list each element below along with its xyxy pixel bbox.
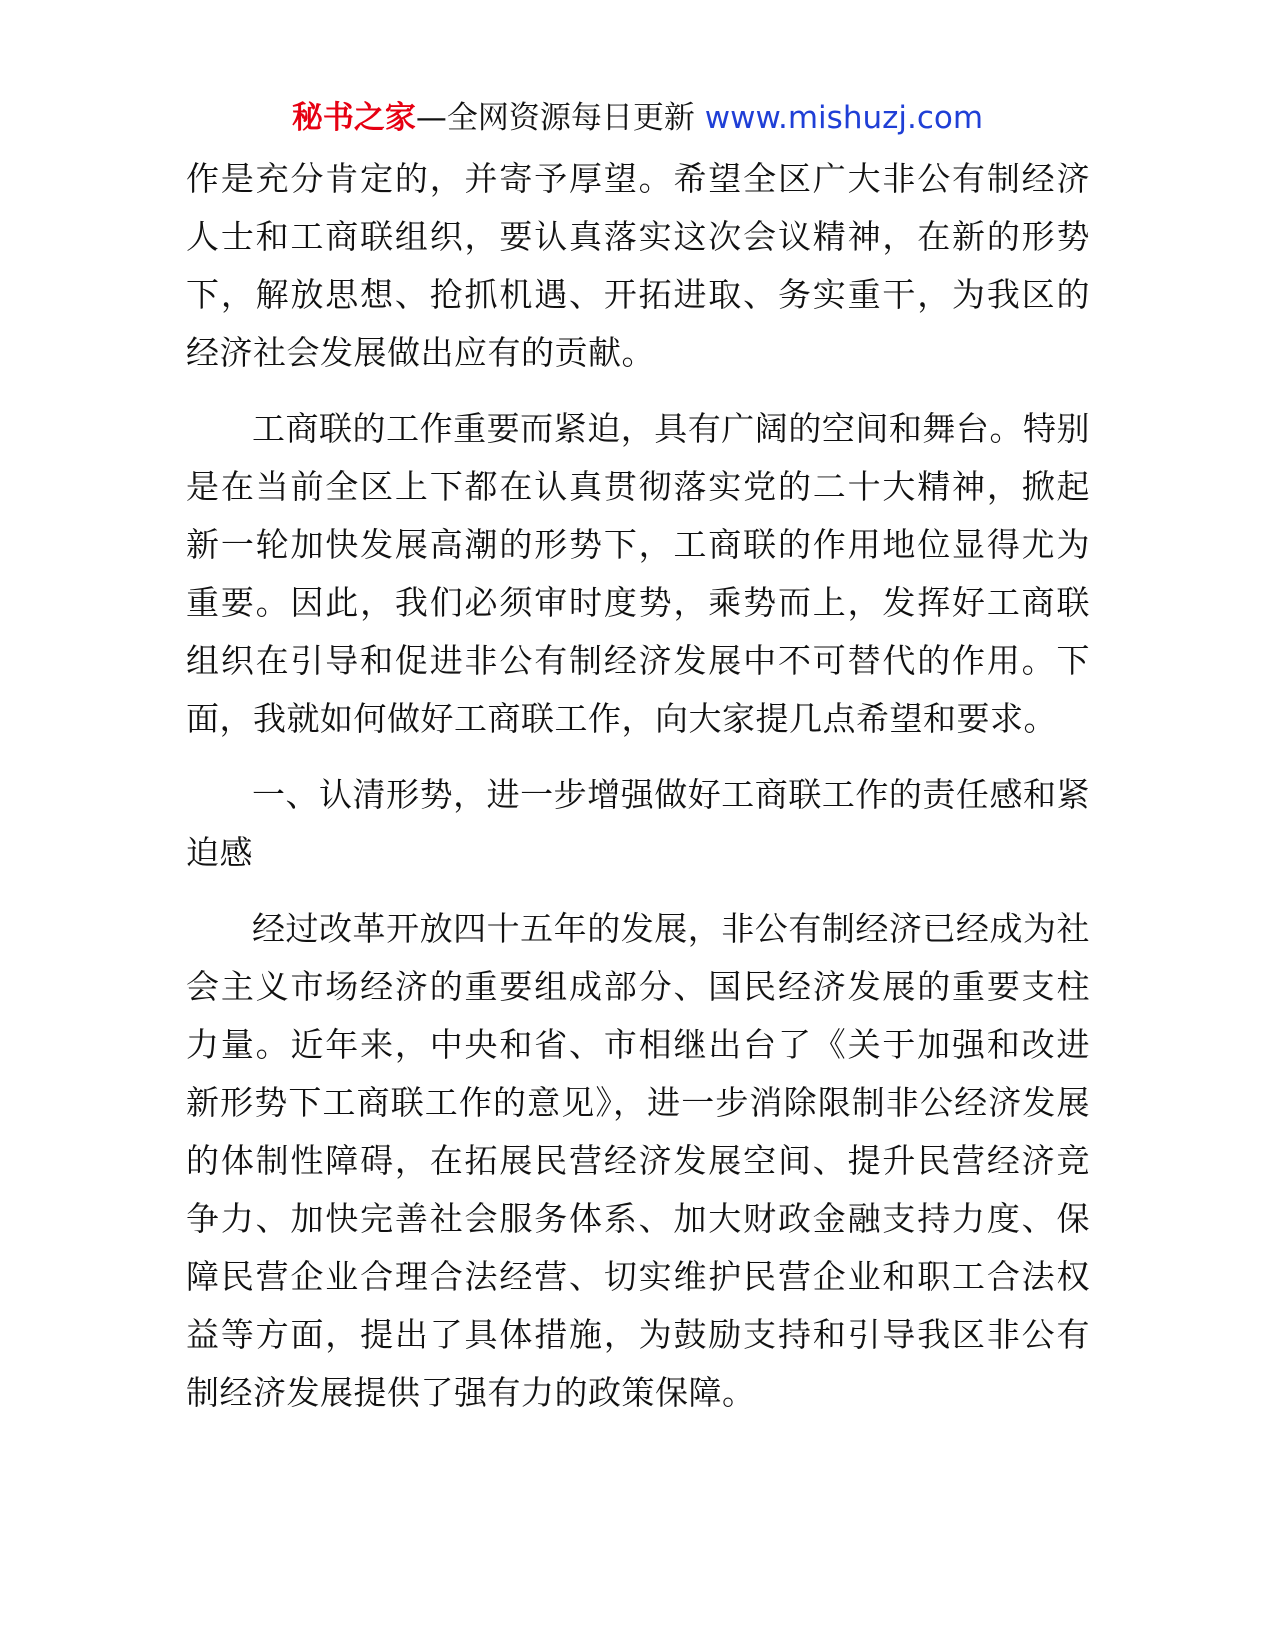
paragraph-continuation: 作是充分肯定的，并寄予厚望。希望全区广大非公有制经济人士和工商联组织，要认真落实这次会议精神，在新的形势下，解放思想、抢抓机遇、开拓进取、务实重干，为我区的经济社会发展做出应有的贡献。 [186,159,1090,372]
website-url[interactable]: www.mishuzj.com [704,100,984,136]
document-body [186,150,1090,1440]
paragraph: 经过改革开放四十五年的发展，非公有制经济已经成为社会主义市场经济的重要组成部分、国民经济发展的重要支柱力量。近年来，中央和省、市相继出台了《关于加强和改进新形势下工商联工作的意见》，进一步消除限制非公经济发展的体制性障碍，在拓展民营经济发展空间、提升民营经济竞争力、加快完善社会服务体系、加大财政金融支持力度、保障民营企业合理合法经营、切实维护民营企业和职工合法权益等方面，提出了具体措施，为鼓励支持和引导我区非公有制经济发展提供了强有力的政策保障。 [186,909,1090,1412]
paragraph: 工商联的工作重要而紧迫，具有广阔的空间和舞台。特别是在当前全区上下都在认真贯彻落实党的二十大精神，掀起新一轮加快发展高潮的形势下，工商联的作用地位显得尤为重要。因此，我们必须审时度势，乘势而上，发挥好工商联组织在引导和促进非公有制经济发展中不可替代的作用。下面，我就如何做好工商联工作，向大家提几点希望和要求。 [186,409,1090,738]
section-heading: 一、认清形势，进一步增强做好工商联工作的责任感和紧迫感 [186,775,1090,872]
page-header [0,96,1275,140]
header-tagline: —全网资源每日更新 [415,100,705,136]
brand-name: 秘书之家 [291,100,416,136]
